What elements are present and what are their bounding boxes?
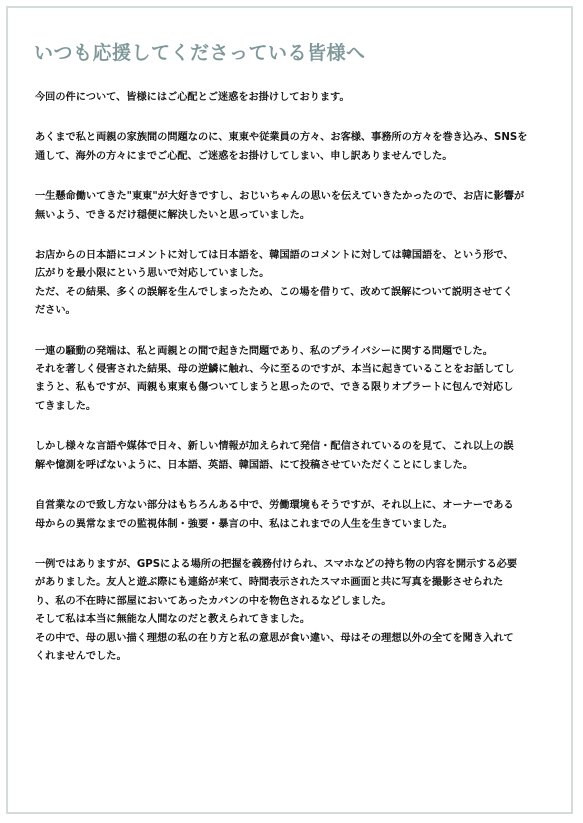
letter-paragraph	[35, 129, 545, 166]
letter-paragraph	[35, 497, 545, 534]
paragraph-line: 一例ではありますが、GPSによる場所の把握を義務付けられ、スマホなどの持ち物の内容を開示する必要	[35, 558, 518, 570]
letter-paragraph	[35, 438, 545, 475]
paragraph-line: そして私は本当に無能な人間なのだと教えられてきました。	[35, 614, 311, 626]
paragraph-line: くれませんでした。	[35, 650, 127, 662]
letter-paragraph	[35, 343, 545, 417]
paragraph-line: 今回の件について、皆様にはご心配とご迷惑をお掛けしております。	[35, 92, 350, 103]
paragraph-line: それを著しく侵害された結果、母の逆鱗に触れ、今に至るのですが、本当に起きていることをお話してし	[35, 364, 515, 376]
letter-title: いつも応援してくださっている皆様へ	[34, 42, 366, 64]
paragraph-line: ただ、その結果、多くの誤解を生んでしまったため、この場を借りて、改めて誤解について説明させてく	[35, 286, 513, 298]
paragraph-line: 無いよう、できるだけ穏便に解決したいと思っていました。	[35, 209, 311, 221]
paragraph-line: 一連の騒動の発端は、私と両親との間で起きた問題であり、私のプライバシーに関する問題でした。	[35, 345, 493, 357]
paragraph-line: てきました。	[35, 400, 97, 412]
letter-paragraph	[35, 556, 545, 666]
paragraph-line: 母からの異常なまでの監視体制・強要・暴言の中、私はこれまでの人生を生きていました。	[35, 518, 453, 530]
letter-paragraph	[35, 89, 545, 107]
paragraph-line: 広がりを最小限にという思いで対応していました。	[35, 268, 270, 280]
letter-body	[35, 89, 545, 688]
paragraph-line: 通して、海外の方々にまでご心配、ご迷惑をお掛けしてしまい、申し訳ありませんでした。	[35, 150, 453, 162]
paragraph-line: がありました。友人と遊ぶ際にも連絡が来て、時間表示されたスマホ画面と共に写真を撮影させられた	[35, 577, 504, 589]
paragraph-line: しかし様々な言語や媒体で日々、新しい情報が加えられて発信・配信されているのを見て、これ以上の誤	[35, 441, 514, 453]
paragraph-line: まうと、私もですが、両親も東東も傷ついてしまうと思ったので、できる限りオブラートに包んで対応し	[35, 382, 514, 394]
paragraph-line: 解や憶測を呼ばないように、日本語、英語、韓国語、にて投稿させていただくことにしました。	[35, 459, 474, 471]
paragraph-line: 自営業なので致し方ない部分はもちろんある中で、労働環境もそうですが、それ以上に、オーナーである	[35, 500, 514, 512]
letter-paragraph	[35, 188, 545, 225]
paragraph-line: お店からの日本語にコメントに対しては日本語を、韓国語のコメントに対しては韓国語を、という形で、	[35, 250, 514, 262]
paragraph-line: り、私の不在時に部屋においてあったカバンの中を物色されるなどしました。	[35, 595, 392, 607]
paragraph-line: あくまで私と両親の家族間の問題なのに、東東や従業員の方々、お客様、事務所の方々を巻き込み、SNSを	[35, 132, 528, 144]
paragraph-line: その中で、母の思い描く理想の私の在り方と私の意思が食い違い、母はその理想以外の全てを聞き入れて	[35, 632, 514, 644]
letter-paragraph	[35, 247, 545, 321]
paragraph-line: 一生懸命働いてきた"東東"が大好きですし、おじいちゃんの思いを伝えていきたかったので、お店に影響が	[35, 191, 525, 203]
paragraph-line: ださい。	[35, 305, 76, 317]
